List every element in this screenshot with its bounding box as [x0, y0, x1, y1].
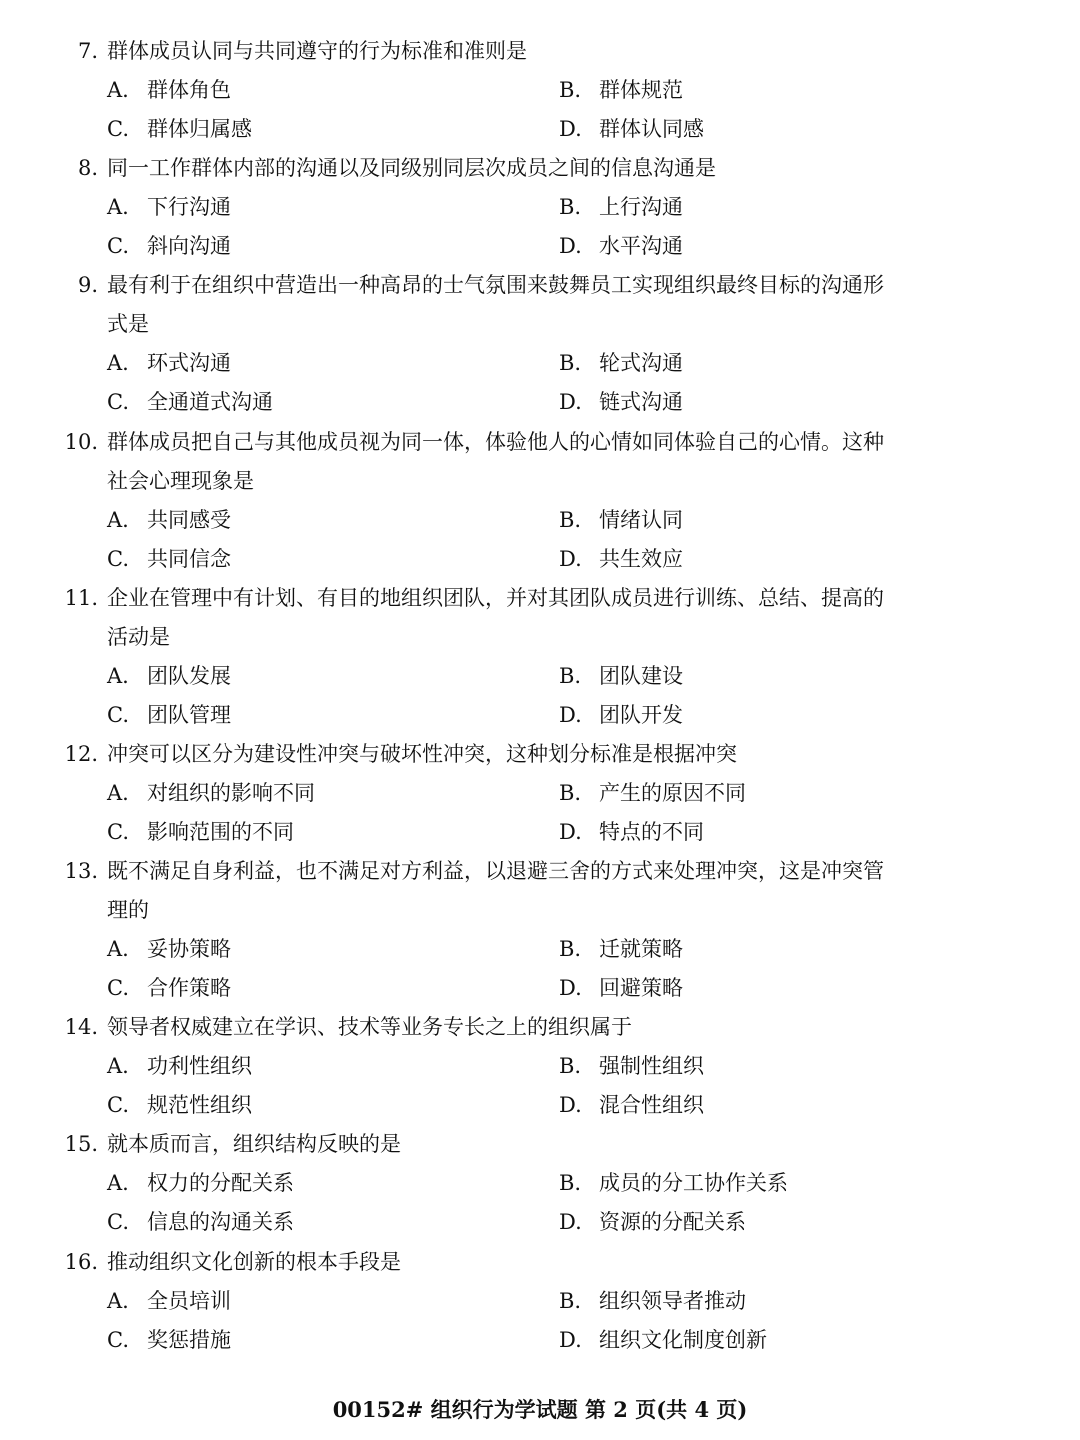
option-a: [107, 1164, 294, 1203]
option-letter: B.: [559, 937, 582, 961]
option-d: [559, 540, 683, 579]
question-number: 8.: [77, 156, 98, 180]
option-text: 群体规范: [599, 78, 683, 102]
option-c: [107, 110, 252, 149]
option-letter: D.: [559, 1210, 582, 1234]
question-number: 14.: [64, 1015, 98, 1039]
option-letter: D.: [559, 234, 582, 258]
option-text: 妥协策略: [147, 937, 231, 961]
option-letter: C.: [107, 234, 129, 258]
stem-line: 领导者权威建立在学识、技术等业务专长之上的组织属于: [107, 1015, 632, 1039]
option-text: 组织文化制度创新: [599, 1328, 767, 1352]
stem-line: 群体成员认同与共同遵守的行为标准和准则是: [107, 39, 527, 63]
option-text: 规范性组织: [147, 1093, 252, 1117]
option-b: [559, 188, 683, 227]
option-c: [107, 227, 231, 266]
option-letter: A.: [107, 1171, 129, 1195]
option-text: 情绪认同: [599, 508, 683, 532]
question-text: [107, 423, 952, 501]
option-d: [559, 383, 683, 422]
stem-line: 群体成员把自己与其他成员视为同一体，体验他人的心情如同体验自己的心情。这种: [107, 430, 884, 454]
option-letter: C.: [107, 703, 129, 727]
option-a: [107, 1282, 231, 1321]
question-number: 16.: [64, 1250, 98, 1274]
option-d: [559, 110, 704, 149]
option-text: 环式沟通: [147, 351, 231, 375]
option-text: 强制性组织: [599, 1054, 704, 1078]
option-letter: B.: [559, 195, 582, 219]
stem-line: 社会心理现象是: [107, 469, 254, 493]
option-a: [107, 774, 315, 813]
option-text: 上行沟通: [599, 195, 683, 219]
option-text: 共生效应: [599, 547, 683, 571]
option-b: [559, 1164, 788, 1203]
option-letter: C.: [107, 547, 129, 571]
stem-line: 企业在管理中有计划、有目的地组织团队，并对其团队成员进行训练、总结、提高的: [107, 586, 884, 610]
option-letter: C.: [107, 1328, 129, 1352]
option-a: [107, 1047, 252, 1086]
option-letter: B.: [559, 781, 582, 805]
option-text: 全通道式沟通: [147, 390, 273, 414]
option-d: [559, 813, 704, 852]
option-text: 水平沟通: [599, 234, 683, 258]
question-number: 9.: [77, 273, 98, 297]
option-d: [559, 696, 683, 735]
option-text: 团队开发: [599, 703, 683, 727]
option-text: 奖惩措施: [147, 1328, 231, 1352]
page-footer: 00152# 组织行为学试题 第 2 页(共 4 页): [332, 1397, 748, 1422]
option-letter: A.: [107, 351, 129, 375]
option-text: 对组织的影响不同: [147, 781, 315, 805]
option-a: [107, 657, 231, 696]
option-a: [107, 71, 231, 110]
option-letter: D.: [559, 820, 582, 844]
option-c: [107, 1203, 294, 1242]
option-letter: D.: [559, 390, 582, 414]
option-letter: C.: [107, 117, 129, 141]
option-letter: C.: [107, 820, 129, 844]
option-b: [559, 657, 683, 696]
option-text: 全员培训: [147, 1289, 231, 1313]
option-letter: C.: [107, 1093, 129, 1117]
option-letter: C.: [107, 390, 129, 414]
option-a: [107, 344, 231, 383]
option-letter: C.: [107, 1210, 129, 1234]
option-text: 权力的分配关系: [147, 1171, 294, 1195]
option-text: 共同感受: [147, 508, 231, 532]
option-letter: B.: [559, 508, 582, 532]
option-c: [107, 383, 273, 422]
option-c: [107, 696, 231, 735]
option-text: 共同信念: [147, 547, 231, 571]
stem-line: 推动组织文化创新的根本手段是: [107, 1250, 401, 1274]
option-text: 合作策略: [147, 976, 231, 1000]
option-text: 团队管理: [147, 703, 231, 727]
option-text: 群体角色: [147, 78, 231, 102]
question-text: [107, 852, 952, 930]
option-c: [107, 540, 231, 579]
question-number: 12.: [64, 742, 98, 766]
option-letter: A.: [107, 1054, 129, 1078]
option-text: 产生的原因不同: [599, 781, 746, 805]
question-number: 11.: [64, 586, 98, 610]
stem-line: 同一工作群体内部的沟通以及同级别同层次成员之间的信息沟通是: [107, 156, 716, 180]
question-number: 13.: [64, 859, 98, 883]
option-b: [559, 1282, 746, 1321]
option-letter: D.: [559, 976, 582, 1000]
option-a: [107, 501, 231, 540]
option-text: 组织领导者推动: [599, 1289, 746, 1313]
option-letter: A.: [107, 1289, 129, 1313]
option-text: 链式沟通: [599, 390, 683, 414]
option-text: 群体认同感: [599, 117, 704, 141]
option-letter: D.: [559, 703, 582, 727]
option-a: [107, 930, 231, 969]
question-text: [107, 579, 952, 657]
option-letter: D.: [559, 1328, 582, 1352]
option-c: [107, 1321, 231, 1360]
option-letter: B.: [559, 78, 582, 102]
option-letter: B.: [559, 351, 582, 375]
option-letter: A.: [107, 937, 129, 961]
option-letter: B.: [559, 1289, 582, 1313]
option-letter: D.: [559, 1093, 582, 1117]
option-letter: C.: [107, 976, 129, 1000]
option-d: [559, 969, 683, 1008]
stem-line: 理的: [107, 898, 149, 922]
option-text: 特点的不同: [599, 820, 704, 844]
option-text: 团队发展: [147, 664, 231, 688]
option-text: 影响范围的不同: [147, 820, 294, 844]
option-text: 资源的分配关系: [599, 1210, 746, 1234]
option-letter: B.: [559, 1054, 582, 1078]
option-letter: B.: [559, 664, 582, 688]
stem-line: 最有利于在组织中营造出一种高昂的士气氛围来鼓舞员工实现组织最终目标的沟通形: [107, 273, 884, 297]
option-text: 轮式沟通: [599, 351, 683, 375]
option-letter: A.: [107, 195, 129, 219]
option-text: 斜向沟通: [147, 234, 231, 258]
option-b: [559, 71, 683, 110]
option-text: 成员的分工协作关系: [599, 1171, 788, 1195]
option-text: 功利性组织: [147, 1054, 252, 1078]
stem-line: 冲突可以区分为建设性冲突与破坏性冲突，这种划分标准是根据冲突: [107, 742, 737, 766]
option-letter: D.: [559, 547, 582, 571]
option-c: [107, 1086, 252, 1125]
option-text: 信息的沟通关系: [147, 1210, 294, 1234]
option-text: 群体归属感: [147, 117, 252, 141]
question-text: [107, 266, 952, 344]
option-c: [107, 813, 294, 852]
question-text: [107, 32, 952, 71]
option-b: [559, 774, 746, 813]
option-d: [559, 1203, 746, 1242]
option-b: [559, 501, 683, 540]
question-text: [107, 1008, 952, 1047]
stem-line: 就本质而言，组织结构反映的是: [107, 1132, 401, 1156]
option-text: 混合性组织: [599, 1093, 704, 1117]
option-letter: D.: [559, 117, 582, 141]
option-a: [107, 188, 231, 227]
question-text: [107, 1125, 952, 1164]
option-letter: A.: [107, 78, 129, 102]
option-b: [559, 344, 683, 383]
question-text: [107, 735, 952, 774]
option-c: [107, 969, 231, 1008]
option-letter: A.: [107, 781, 129, 805]
option-b: [559, 930, 683, 969]
option-letter: A.: [107, 508, 129, 532]
stem-line: 活动是: [107, 625, 170, 649]
option-d: [559, 1321, 767, 1360]
option-b: [559, 1047, 704, 1086]
option-text: 下行沟通: [147, 195, 231, 219]
question-text: [107, 149, 952, 188]
option-text: 团队建设: [599, 664, 683, 688]
option-letter: B.: [559, 1171, 582, 1195]
option-d: [559, 1086, 704, 1125]
stem-line: 既不满足自身利益，也不满足对方利益，以退避三舍的方式来处理冲突，这是冲突管: [107, 859, 884, 883]
option-text: 迁就策略: [599, 937, 683, 961]
option-text: 回避策略: [599, 976, 683, 1000]
stem-line: 式是: [107, 312, 149, 336]
question-number: 10.: [64, 430, 98, 454]
question-number: 15.: [64, 1132, 98, 1156]
option-letter: A.: [107, 664, 129, 688]
question-number: 7.: [77, 39, 98, 63]
question-text: [107, 1243, 952, 1282]
option-d: [559, 227, 683, 266]
